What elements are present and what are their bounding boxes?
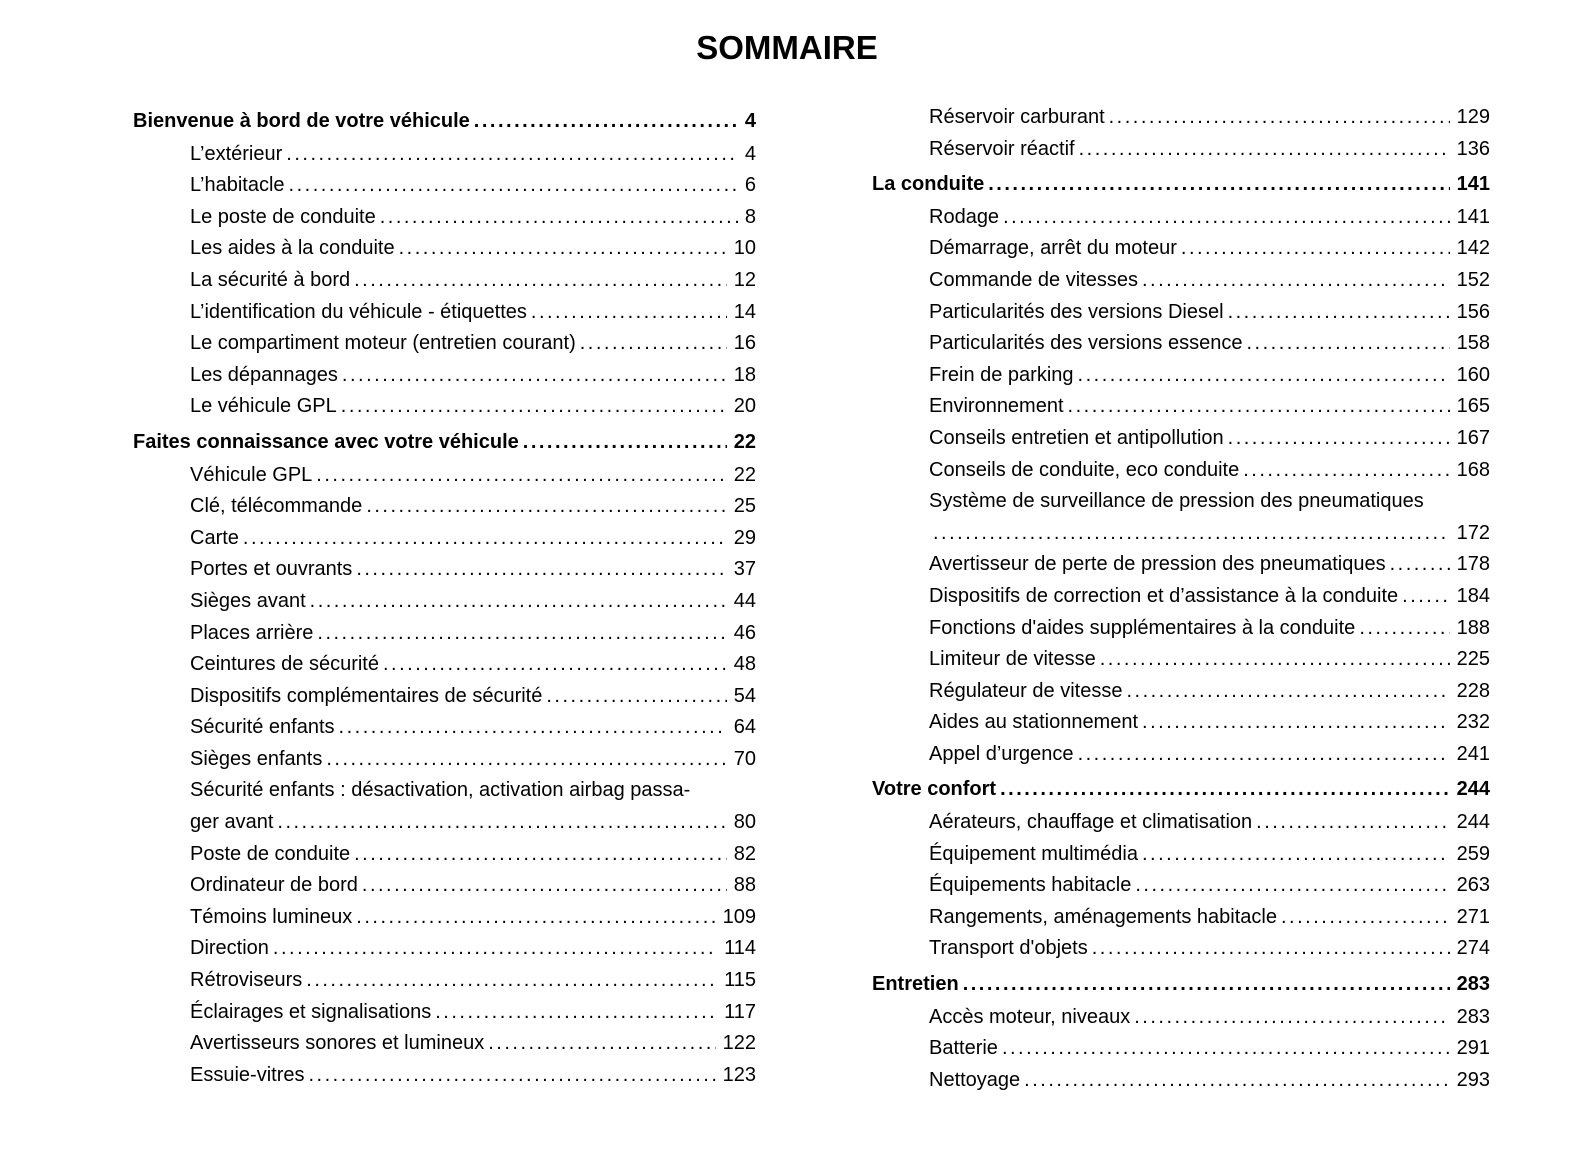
toc-entry [872,1065,1490,1097]
dot-leader [963,969,1450,1001]
dot-leader [488,1028,715,1060]
toc-entry [133,870,756,902]
dot-leader [1002,1033,1450,1065]
toc-entry [872,423,1490,455]
toc-entry-label: Le compartiment moteur (entretien courant) [190,332,576,355]
page-number: 18 [733,363,756,386]
toc-entry-label: Dispositifs de correction et d’assistance à la conduite [929,584,1399,607]
dot-leader [308,1060,715,1092]
toc-entry [133,360,756,392]
dot-leader [1228,297,1450,329]
toc-entry-label: L’habitacle [190,174,285,197]
dot-leader [580,328,727,360]
toc-entry-label: Sécurité enfants [190,716,335,739]
page-number: 129 [1456,106,1490,128]
toc-entry-label: Sièges enfants [190,747,323,770]
toc-column-right [872,102,1490,1096]
page-number: 178 [1456,553,1490,576]
dot-leader [474,106,738,138]
toc-entry [872,902,1490,934]
page-number: 263 [1456,874,1490,897]
dot-leader [1135,870,1449,902]
toc-entry-label: Dispositifs complémentaires de sécurité [190,684,543,707]
toc-entry [872,933,1490,965]
toc-entry [133,460,756,492]
page-number: 225 [1456,648,1490,671]
page-number: 80 [733,811,756,834]
toc-entry [872,233,1490,265]
toc-entry [133,807,756,839]
page-number: 232 [1456,711,1490,734]
toc-entry-label: Ordinateur de bord [190,874,358,897]
toc-entry [872,739,1490,771]
toc-column-left [133,102,756,1091]
toc-entry [133,139,756,171]
toc-entry [872,169,1490,201]
toc-entry-label: Démarrage, arrêt du moteur [929,237,1177,260]
toc-entry [133,1060,756,1092]
page-number: 22 [733,463,756,486]
dot-leader [1078,360,1450,392]
dot-leader [1079,134,1450,166]
page-number: 29 [733,526,756,549]
toc-entry-label: Essuie-vitres [190,1063,305,1086]
toc-entry-label: Limiteur de vitesse [929,648,1096,671]
dot-leader [1402,581,1449,613]
page-number: 241 [1456,742,1490,765]
dot-leader [310,586,727,618]
toc-entry-label: Environnement [929,395,1064,418]
toc-entry-label: Faites connaissance avec votre véhicule [133,430,519,453]
page-number: 10 [733,237,756,260]
toc-entry-label: L’extérieur [190,142,283,165]
dot-leader [1256,807,1449,839]
dot-leader [316,460,726,492]
dot-leader [317,618,726,650]
toc-entry-label: Frein de parking [929,363,1074,386]
toc-entry-label: Particularités des versions Diesel [929,300,1224,323]
toc-entry [133,744,756,776]
page-number: 22 [733,430,756,453]
toc-entry-label: Témoins lumineux [190,905,353,928]
toc-entry [872,202,1490,234]
page-number: 44 [733,589,756,612]
toc-entry-label: Batterie [929,1037,998,1060]
toc-entry-label: Ceintures de sécurité [190,653,379,676]
page-number: 4 [744,110,756,132]
dot-leader [1228,423,1450,455]
toc-entry-label: Particularités des versions essence [929,332,1243,355]
page-number: 168 [1456,458,1490,481]
page-number: 109 [722,905,756,928]
dot-leader [286,139,738,171]
page-number: 141 [1456,173,1490,196]
dot-leader [933,518,1450,550]
page-number: 283 [1456,973,1490,996]
dot-leader [1243,455,1449,487]
page-number: 152 [1456,268,1490,291]
toc-entry [133,297,756,329]
dot-leader [1134,1002,1449,1034]
toc-entry [133,933,756,965]
toc-entry-label: Rétroviseurs [190,969,303,992]
page-number: 172 [1456,521,1490,544]
page-number: 184 [1456,584,1490,607]
page-number: 25 [733,495,756,518]
dot-leader [1109,102,1450,134]
toc-entry-label: Fonctions d'aides supplémentaires à la conduite [929,616,1356,639]
page-number: 123 [722,1063,756,1086]
page-title: SOMMAIRE [696,29,878,66]
page-number: 122 [722,1032,756,1055]
toc-entry [133,839,756,871]
dot-leader [326,744,726,776]
page-number: 46 [733,621,756,644]
toc-entry-label: Direction [190,937,269,960]
dot-leader [1246,328,1449,360]
toc-entry [133,649,756,681]
toc-entry-label: Réservoir carburant [929,106,1105,128]
page-number: 141 [1456,205,1490,228]
toc-entry-label: Bienvenue à bord de votre véhicule [133,110,470,132]
toc-entry [872,707,1490,739]
page-number: 20 [733,395,756,418]
toc-entry-label: Commande de vitesses [929,268,1138,291]
toc-entry-label: Carte [190,526,239,549]
toc-entry-label: Appel d’urgence [929,742,1074,765]
toc-entry-label: Système de surveillance de pression des pneumatiques [929,490,1424,513]
dot-leader [435,997,717,1029]
dot-leader [523,427,727,459]
toc-entry-label: Avertisseurs sonores et lumineux [190,1032,485,1055]
dot-leader [531,297,727,329]
page-number: 12 [733,268,756,291]
toc-entry [872,1033,1490,1065]
dot-leader [289,170,738,202]
toc-entry-label: Entretien [872,973,959,996]
dot-leader [1281,902,1450,934]
page-number: 6 [744,174,756,197]
toc-entry-label: Le poste de conduite [190,205,376,228]
page-number: 64 [733,716,756,739]
toc-entry-label: Les dépannages [190,363,338,386]
toc-entry [133,965,756,997]
page-number: 54 [733,684,756,707]
toc-entry-label: Conseils entretien et antipollution [929,426,1224,449]
dot-leader [243,523,727,555]
toc-entry-label: Rodage [929,205,1000,228]
page-number: 259 [1456,842,1490,865]
page-number: 115 [724,969,756,992]
toc-entry [872,774,1490,806]
toc-entry-label: Éclairages et signalisations [190,1000,432,1023]
toc-entry [872,870,1490,902]
toc-entry [133,1028,756,1060]
dot-leader [354,265,727,297]
toc-entry-label: ger avant [190,811,274,834]
page-number: 244 [1456,778,1490,801]
page-number: 293 [1456,1068,1490,1091]
toc-entry-label: Conseils de conduite, eco conduite [929,458,1240,481]
toc-entry-label: Rangements, aménagements habitacle [929,905,1277,928]
page-number: 4 [744,142,756,165]
page-number: 228 [1456,679,1490,702]
toc-entry [133,523,756,555]
toc-entry-label: Nettoyage [929,1068,1021,1091]
dot-leader [356,554,726,586]
toc-entry-label: Le véhicule GPL [190,395,337,418]
toc-entry [872,265,1490,297]
toc-entry [133,391,756,423]
toc-entry [133,328,756,360]
toc-entry [133,491,756,523]
toc-entry-label: Réservoir réactif [929,137,1075,160]
toc-entry [872,455,1490,487]
dot-leader [1000,774,1450,806]
dot-leader [1359,613,1449,645]
toc-entry [133,554,756,586]
toc-entry-label: Équipements habitacle [929,874,1132,897]
dot-leader [1092,933,1450,965]
dot-leader [306,965,717,997]
page-number: 14 [733,300,756,323]
toc-entry [133,618,756,650]
toc-entry [133,586,756,618]
page-number: 82 [733,842,756,865]
toc-entry-label: Places arrière [190,621,314,644]
toc-entry [872,581,1490,613]
toc-entry [872,839,1490,871]
dot-leader [342,360,727,392]
toc-entry [872,102,1490,134]
page-number: 117 [724,1000,756,1023]
dot-leader [341,391,727,423]
page-number: 244 [1456,811,1490,834]
dot-leader [273,933,717,965]
toc-entry-label: Clé, télécommande [190,495,363,518]
toc-entry-label: Les aides à la conduite [190,237,395,260]
toc-entry-label: L’identification du véhicule - étiquettes [190,300,527,323]
dot-leader [1024,1065,1449,1097]
dot-leader [362,870,727,902]
toc-entry [872,328,1490,360]
page-number: 158 [1456,332,1490,355]
page-number: 160 [1456,363,1490,386]
page-number: 291 [1456,1037,1490,1060]
toc-entry-label: Aides au stationnement [929,711,1139,734]
toc-entry [872,613,1490,645]
page-number: 271 [1456,905,1490,928]
dot-leader [356,902,715,934]
toc-entry-label: Équipement multimédia [929,842,1138,865]
toc-entry-label: Régulateur de vitesse [929,679,1123,702]
toc-entry [872,644,1490,676]
dot-leader [383,649,727,681]
page-number: 142 [1456,237,1490,260]
page-number: 156 [1456,300,1490,323]
page-number: 114 [724,937,756,960]
dot-leader [546,681,726,713]
page-number: 88 [733,874,756,897]
page-number: 16 [733,332,756,355]
toc-entry [872,134,1490,166]
toc-entry [872,969,1490,1001]
dot-leader [1142,265,1450,297]
dot-leader [277,807,726,839]
dot-leader [399,233,727,265]
page-number: 8 [744,205,756,228]
toc-entry [872,360,1490,392]
toc-entry [133,106,756,138]
dot-leader [1181,233,1450,265]
toc-entry [133,712,756,744]
dot-leader [1142,839,1450,871]
toc-entry-label: Poste de conduite [190,842,351,865]
toc-entry-label: Transport d'objets [929,937,1088,960]
toc-entry [872,391,1490,423]
page-number: 188 [1456,616,1490,639]
page-number: 48 [733,653,756,676]
dot-leader [354,839,727,871]
dot-leader [339,712,727,744]
dot-leader [1142,707,1450,739]
toc-entry [133,265,756,297]
dot-leader [366,491,726,523]
dot-leader [988,169,1449,201]
dot-leader [1126,676,1449,708]
toc-entry-label: Sièges avant [190,589,306,612]
toc-entry [872,1002,1490,1034]
dot-leader [1100,644,1450,676]
page-number: 283 [1456,1005,1490,1028]
toc-entry [133,170,756,202]
toc-entry-label: La conduite [872,173,985,196]
toc-entry [872,676,1490,708]
page-number: 165 [1456,395,1490,418]
page-number: 136 [1456,137,1490,160]
dot-leader [1068,391,1450,423]
dot-leader [1390,549,1450,581]
page-number: 70 [733,747,756,770]
toc-entry [133,681,756,713]
page-number: 274 [1456,937,1490,960]
toc-entry-label: Accès moteur, niveaux [929,1005,1131,1028]
toc-entry-label: Portes et ouvrants [190,558,353,581]
page-number: 37 [733,558,756,581]
toc-entry-label: Avertisseur de perte de pression des pneumatiques [929,553,1386,576]
toc-entry-label: Véhicule GPL [190,463,313,486]
toc-entry [872,297,1490,329]
dot-leader [1003,202,1450,234]
toc-entry [133,233,756,265]
toc-entry [133,202,756,234]
page-number: 167 [1456,426,1490,449]
toc-entry-label: La sécurité à bord [190,268,351,291]
toc-entry [872,549,1490,581]
toc-entry [133,902,756,934]
toc-entry [133,997,756,1029]
dot-leader [380,202,738,234]
toc-entry-label: Votre confort [872,778,997,801]
toc-entry-label: Aérateurs, chauffage et climatisation [929,811,1253,834]
toc-entry [133,427,756,459]
dot-leader [1078,739,1450,771]
toc-entry [872,518,1490,550]
toc-entry-label: Sécurité enfants : désactivation, activation airbag passa- [190,779,691,802]
toc-entry [872,807,1490,839]
